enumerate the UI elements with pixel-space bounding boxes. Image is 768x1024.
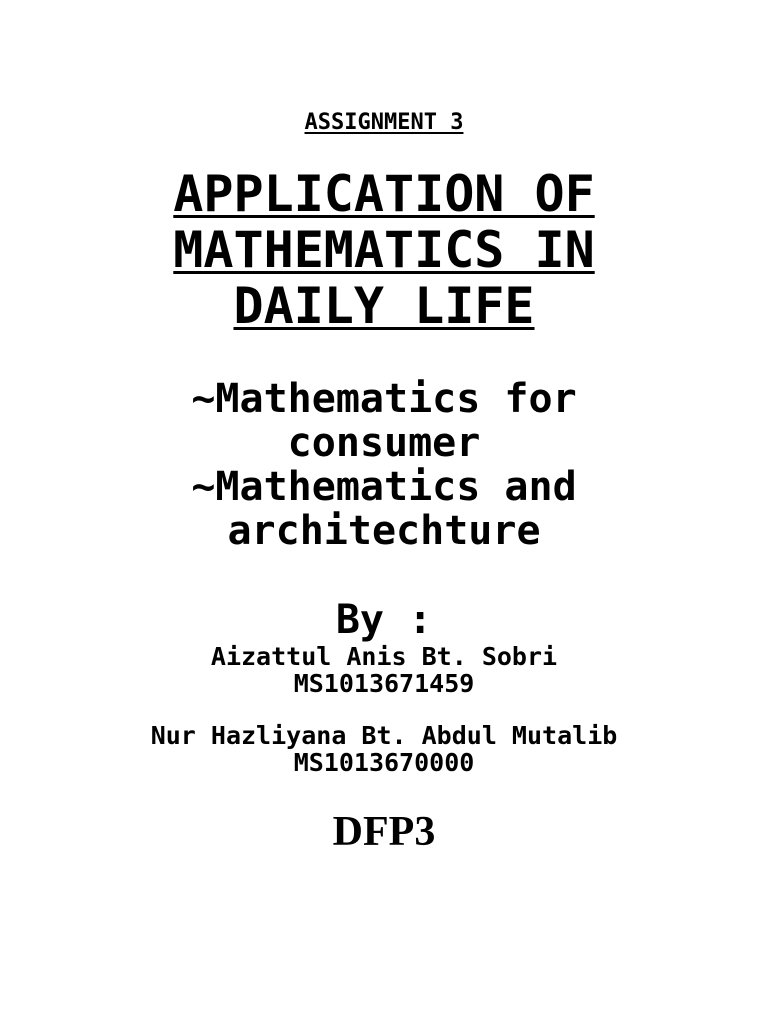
- author-name: Aizattul Anis Bt. Sobri: [210, 642, 558, 671]
- author-name: Nur Hazliyana Bt. Abdul Mutalib: [150, 721, 618, 750]
- topics-list: [0, 377, 768, 553]
- by-label: By :: [335, 597, 433, 643]
- author-id: MS1013671459: [293, 669, 475, 698]
- title-line: MATHEMATICS IN: [173, 221, 595, 279]
- topic-line: consumer: [287, 420, 481, 466]
- topic-line: architechture: [227, 508, 541, 554]
- topic-line: ~Mathematics for: [191, 376, 577, 422]
- title-line: APPLICATION OF: [173, 165, 595, 223]
- assignment-heading: [0, 108, 768, 138]
- title-line: DAILY LIFE: [233, 277, 535, 335]
- author-block: [0, 722, 768, 776]
- author-block: [0, 643, 768, 697]
- author-id: MS1013670000: [293, 748, 475, 777]
- assignment-label: ASSIGNMENT 3: [304, 110, 464, 135]
- document-title: [0, 166, 768, 334]
- topic-line: ~Mathematics and: [191, 464, 577, 510]
- class-code: DFP3: [332, 809, 436, 855]
